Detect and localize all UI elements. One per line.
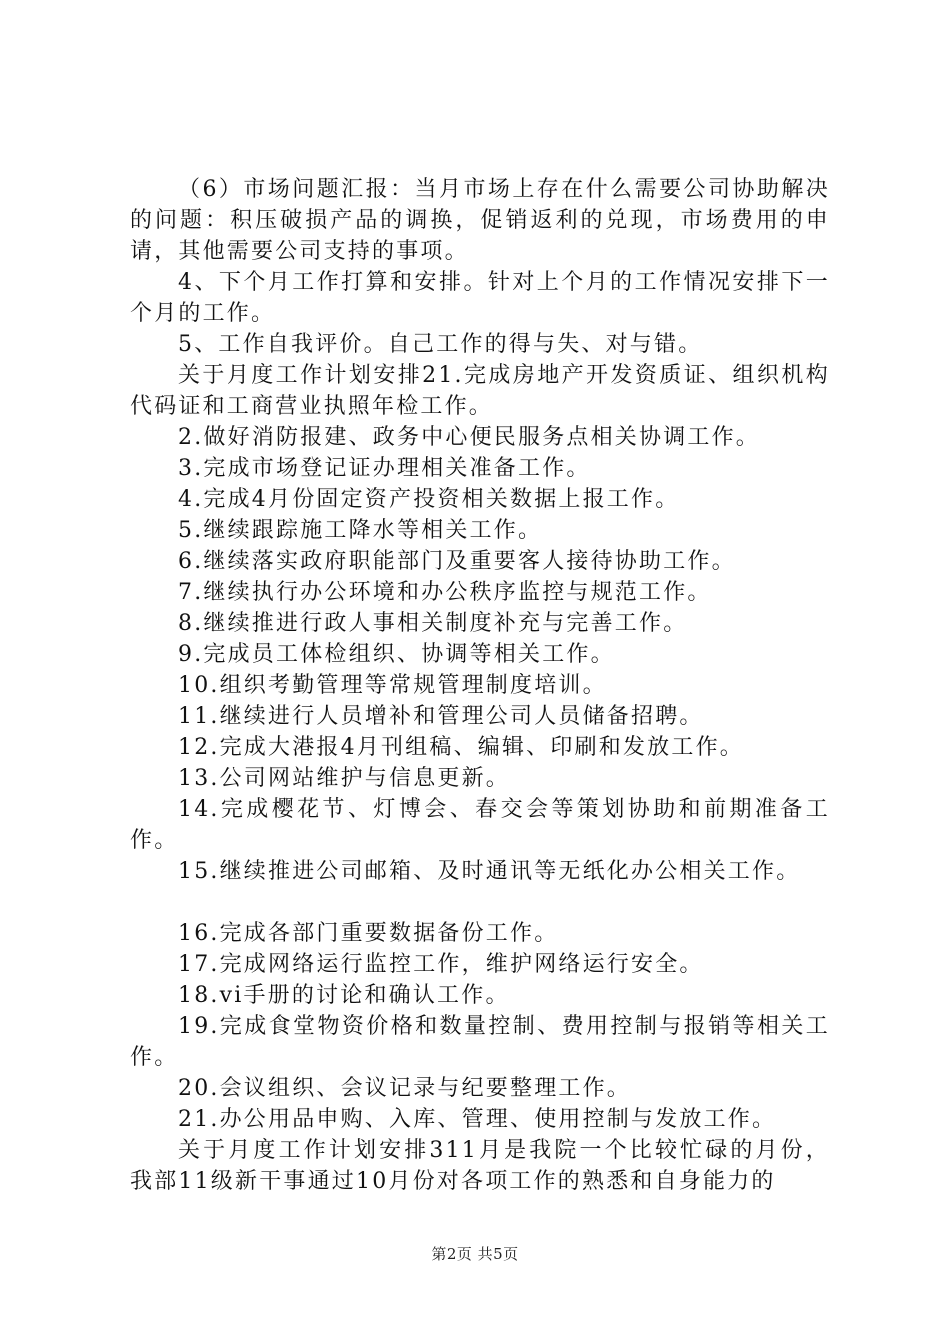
list-item: 8.继续推进行政人事相关制度补充与完善工作。: [178, 611, 688, 636]
list-item: 20.会议组织、会议记录与纪要整理工作。: [178, 1076, 631, 1101]
list-item: 6.继续落实政府职能部门及重要客人接待协助工作。: [178, 549, 736, 574]
list-item: 15.继续推进公司邮箱、及时通讯等无纸化办公相关工作。: [178, 859, 801, 884]
list-item: 17.完成网络运行监控工作，维护网络运行安全。: [178, 952, 704, 977]
document-body: [130, 174, 830, 1197]
list-item: 13.公司网站维护与信息更新。: [178, 766, 510, 791]
list-item: 12.完成大港报4月刊组稿、编辑、印刷和发放工作。: [178, 735, 744, 760]
list-item: 19.完成食堂物资价格和数量控制、费用控制与报销等相关工作。: [130, 1014, 830, 1070]
paragraph: 关于月度工作计划安排311月是我院一个比较忙碌的月份，我部11级新干事通过10月份对各项工作的熟悉和自身能力的: [130, 1138, 830, 1194]
paragraph: （6）市场问题汇报：当月市场上存在什么需要公司协助解决的问题：积压破损产品的调换，促销返利的兑现，市场费用的申请，其他需要公司支持的事项。: [130, 177, 830, 264]
paragraph: 关于月度工作计划安排21.完成房地产开发资质证、组织机构代码证和工商营业执照年检工作。: [130, 363, 830, 419]
paragraph: 5、工作自我评价。自己工作的得与失、对与错。: [178, 332, 703, 357]
list-item: 4.完成4月份固定资产投资相关数据上报工作。: [178, 487, 680, 512]
list-item: 9.完成员工体检组织、协调等相关工作。: [178, 642, 615, 667]
list-item: 21.办公用品申购、入库、管理、使用控制与发放工作。: [178, 1107, 777, 1132]
list-item: 16.完成各部门重要数据备份工作。: [178, 921, 559, 946]
list-item: 7.继续执行办公环境和办公秩序监控与规范工作。: [178, 580, 712, 605]
list-item: 10.组织考勤管理等常规管理制度培训。: [178, 673, 607, 698]
list-item: 2.做好消防报建、政务中心便民服务点相关协调工作。: [178, 425, 760, 450]
list-item: 18.vi手册的讨论和确认工作。: [178, 983, 510, 1008]
paragraph: 4、下个月工作打算和安排。针对上个月的工作情况安排下一个月的工作。: [130, 270, 830, 326]
list-item: 3.完成市场登记证办理相关准备工作。: [178, 456, 591, 481]
list-item: 14.完成樱花节、灯博会、春交会等策划协助和前期准备工作。: [130, 797, 830, 853]
page-number-footer: 第2页 共5页: [431, 1245, 519, 1263]
list-item: 5.继续跟踪施工降水等相关工作。: [178, 518, 543, 543]
list-item: 11.继续进行人员增补和管理公司人员储备招聘。: [178, 704, 704, 729]
